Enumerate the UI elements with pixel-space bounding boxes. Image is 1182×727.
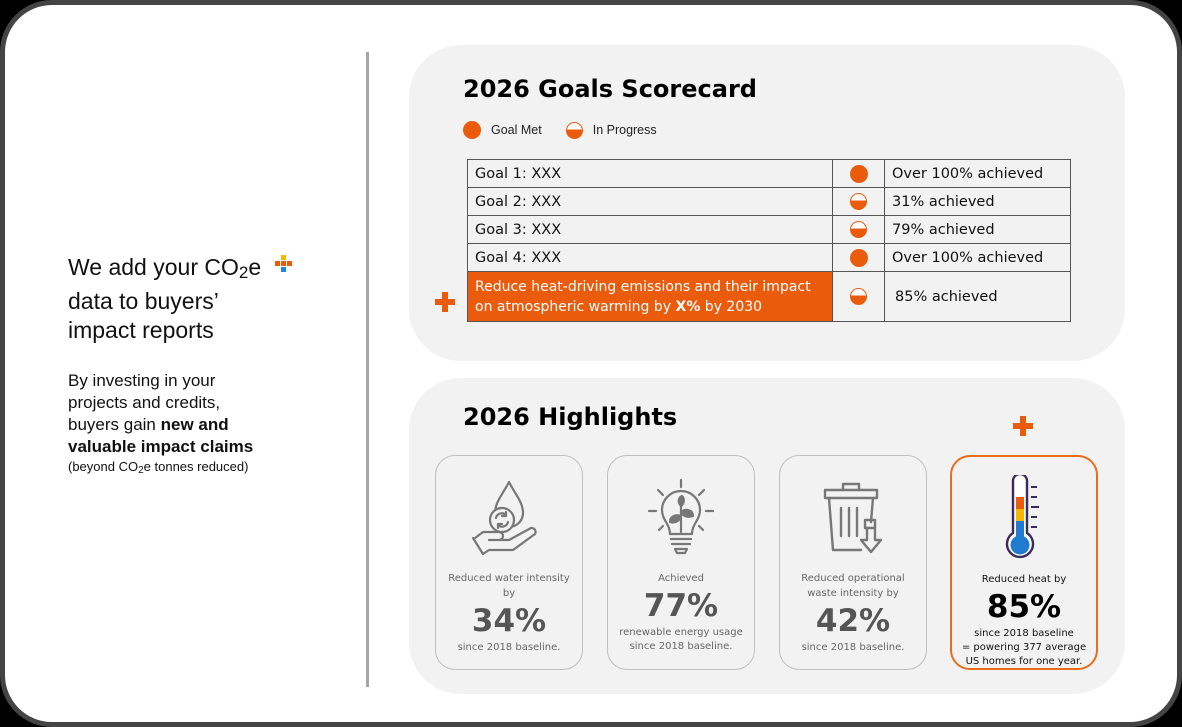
- plus-logo-icon: [273, 255, 293, 275]
- achieved-cell: 79% achieved: [885, 216, 1071, 244]
- card-text: [786, 571, 920, 655]
- water-hand-icon: [436, 470, 582, 565]
- achieved-cell: 31% achieved: [885, 188, 1071, 216]
- goal-cell: Goal 1: XXX: [468, 160, 833, 188]
- goal-cell: Goal 3: XXX: [468, 216, 833, 244]
- thermometer-icon: [952, 471, 1096, 566]
- body-line2: projects and credits,: [68, 393, 221, 412]
- vertical-divider: [366, 52, 369, 687]
- card-value: 42%: [815, 603, 891, 639]
- headline-subscript: 2: [238, 263, 249, 282]
- body-bold2: valuable impact claims: [68, 437, 254, 456]
- plus-marker-icon: [435, 292, 455, 312]
- note-text: (beyond CO: [68, 459, 139, 474]
- card-label: Reduced water intensity by: [448, 573, 570, 599]
- footnote-line1: since 2018 baseline: [974, 628, 1074, 639]
- intro-text: [68, 253, 328, 480]
- headline-line2: data to buyers’: [68, 288, 219, 314]
- card-footnote: [958, 627, 1090, 669]
- note-text-end: e tonnes reduced): [143, 459, 249, 474]
- goal-target: X%: [675, 298, 701, 315]
- scorecard-legend: [463, 121, 681, 139]
- half-circle-icon: [850, 193, 867, 210]
- table-row: [468, 244, 1071, 272]
- highlights-panel: [409, 378, 1125, 694]
- card-footnote: since 2018 baseline.: [457, 642, 561, 653]
- highlight-card-energy: [607, 455, 755, 670]
- status-cell: [833, 188, 885, 216]
- card-label: Reduced operational waste intensity by: [801, 573, 905, 599]
- card-text: [958, 572, 1090, 669]
- half-circle-icon: [850, 221, 867, 238]
- legend-label: Goal Met: [491, 123, 542, 137]
- headline-line3: impact reports: [68, 317, 214, 343]
- card-label: Reduced heat by: [981, 574, 1067, 585]
- body-bold1: new and: [160, 415, 229, 434]
- card-label: Achieved: [658, 573, 704, 584]
- full-circle-icon: [850, 249, 868, 267]
- half-circle-icon: [850, 288, 867, 305]
- lightbulb-plant-icon: [608, 470, 754, 565]
- goal-cell: [468, 272, 833, 322]
- footnote-line2: = powering 377 average US homes for one year.: [961, 642, 1087, 667]
- legend-goal-met: [463, 121, 542, 139]
- full-circle-icon: [850, 165, 868, 183]
- achieved-cell: Over 100% achieved: [885, 160, 1071, 188]
- table-row: [468, 188, 1071, 216]
- achieved-cell: Over 100% achieved: [885, 244, 1071, 272]
- highlight-card-heat: [950, 455, 1098, 670]
- goals-scorecard-panel: [409, 45, 1125, 361]
- body-note: [68, 458, 328, 480]
- legend-label: In Progress: [592, 123, 657, 137]
- half-circle-icon: [566, 122, 583, 139]
- goal-line2: on atmospheric warming by: [475, 298, 676, 315]
- body-text: [68, 370, 328, 480]
- highlights-title: 2026 Highlights: [463, 403, 678, 431]
- card-value: 34%: [471, 603, 547, 639]
- goal-line2-end: by 2030: [700, 298, 763, 315]
- card-value: 85%: [986, 589, 1062, 625]
- status-cell: [833, 160, 885, 188]
- status-cell: [833, 216, 885, 244]
- scorecard-title: 2026 Goals Scorecard: [463, 75, 757, 103]
- card-footnote: renewable energy usage since 2018 baseline.: [619, 627, 743, 652]
- status-cell: [833, 244, 885, 272]
- goal-line1: Reduce heat-driving emissions and their impact: [475, 278, 811, 295]
- card-text: [442, 571, 576, 655]
- card-value: 77%: [643, 588, 719, 624]
- plus-marker-icon: [1013, 416, 1033, 436]
- headline-text: We add your CO: [68, 254, 239, 280]
- table-row: [468, 160, 1071, 188]
- trash-reduce-icon: [780, 470, 926, 565]
- legend-in-progress: [566, 122, 657, 139]
- table-row-highlighted: [468, 272, 1071, 322]
- highlight-card-water: [435, 455, 583, 670]
- headline-text-end: e: [248, 254, 262, 280]
- card-footnote: since 2018 baseline.: [801, 642, 905, 653]
- achieved-cell: 85% achieved: [885, 272, 1071, 322]
- goal-cell: Goal 4: XXX: [468, 244, 833, 272]
- full-circle-icon: [463, 121, 481, 139]
- scorecard-table: [467, 159, 1071, 322]
- card-text: [614, 571, 748, 654]
- body-line1: By investing in your: [68, 371, 216, 390]
- highlight-card-waste: [779, 455, 927, 670]
- status-cell: [833, 272, 885, 322]
- table-row: [468, 216, 1071, 244]
- body-line3: buyers gain: [68, 415, 161, 434]
- note-subscript: 2: [138, 465, 144, 476]
- goal-cell: Goal 2: XXX: [468, 188, 833, 216]
